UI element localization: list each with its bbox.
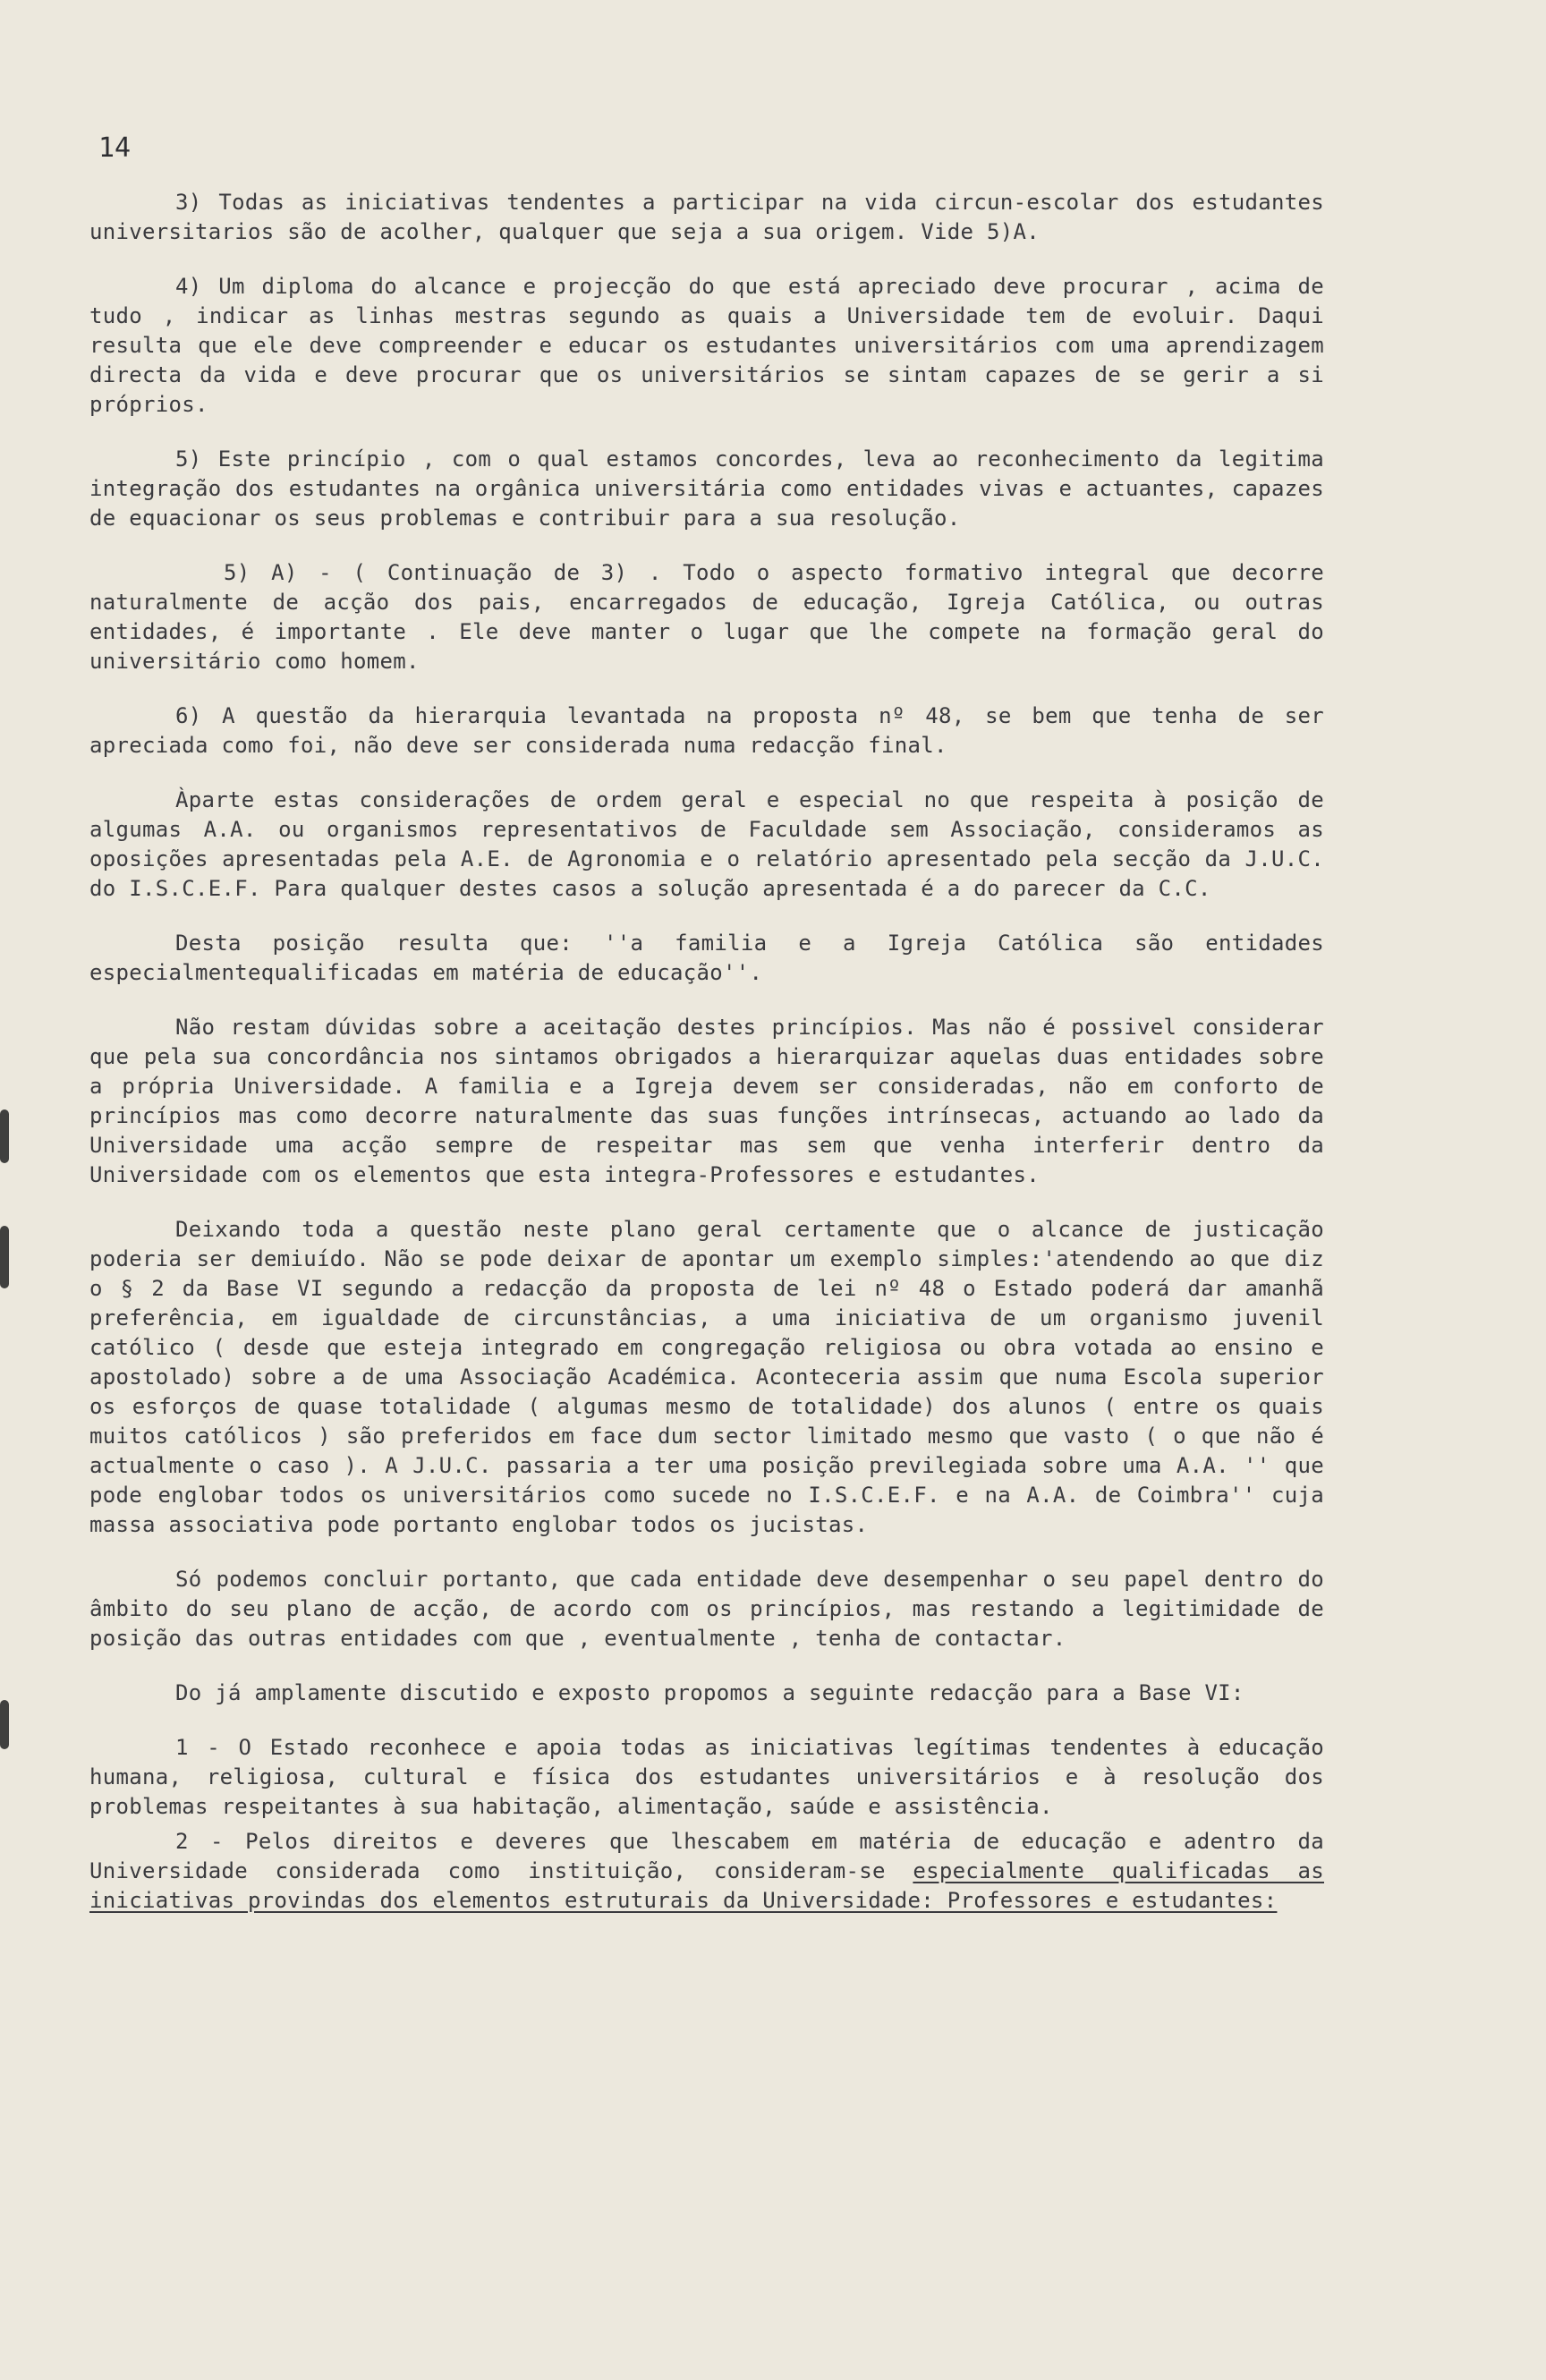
paragraph: 6) A questão da hierarquia levantada na proposta nº 48, se bem que tenha de ser apreciada como foi, não deve ser considerada numa redacção final. — [89, 703, 1324, 758]
binding-mark — [0, 1109, 9, 1163]
paragraph: 4) Um diploma do alcance e projecção do que está apreciado deve procurar , acima de tudo , indicar as linhas mestras segundo as quais a Universidade tem de evoluir. Daqui resulta que ele deve compreender e educar os estudantes universitários com uma aprendizagem directa da vida e deve procurar que os universitários se sintam capazes de se gerir a si próprios. — [89, 274, 1324, 417]
paragraph: 1 - O Estado reconhece e apoia todas as iniciativas legítimas tendentes à educação humana, religiosa, cultural e física dos estudantes universitários e à resolução dos problemas respeitantes à sua habitação, alimentação, saúde e assistência. — [89, 1735, 1324, 1819]
paragraph: 5) Este princípio , com o qual estamos concordes, leva ao reconhecimento da legitima integração dos estudantes na orgânica universitária como entidades vivas e actuantes, capazes de equacionar os seus problemas e contribuir para a sua resolução. — [89, 446, 1324, 531]
paragraph: Do já amplamente discutido e exposto propomos a seguinte redacção para a Base VI: — [175, 1680, 1244, 1705]
paragraph: 5) A) - ( Continuação de 3) . Todo o aspecto formativo integral que decorre naturalmente de acção dos pais, encarregados de educação, Igreja Católica, ou outras entidades, é importante . Ele deve manter o lugar que lhe compete na formação geral do universitário como homem. — [89, 560, 1324, 674]
binding-mark — [0, 1700, 9, 1749]
page-number: 14 — [98, 132, 132, 164]
final-paragraph — [89, 1827, 1324, 1916]
paragraph: 3) Todas as iniciativas tendentes a participar na vida circun-escolar dos estudantes universitarios são de acolher, qualquer que seja a sua origem. Vide 5)A. — [89, 190, 1324, 244]
paragraph: Àparte estas considerações de ordem geral e especial no que respeita à posição de algumas A.A. ou organismos representativos de Faculdade sem Associação, consideramos as oposições apresentadas pela A.E. de Agronomia e o relatório apresentado pela secção da J.U.C. do I.S.C.E.F. Para qualquer destes casos a solução apresentada é a do parecer da C.C. — [89, 787, 1324, 901]
underlined-text: especialmente qualificadas as iniciativas provindas dos elementos estruturais da Universidade: Professores e estudantes: — [89, 1858, 1324, 1913]
paragraph: Não restam dúvidas sobre a aceitação destes princípios. Mas não é possivel considerar que pela sua concordância nos sintamos obrigados a hierarquizar aquelas duas entidades sobre a própria Universidade. A familia e a Igreja devem ser consideradas, não em conforto de princípios mas como decorre naturalmente das suas funções intrínsecas, actuando ao lado da Universidade uma acção sempre de respeitar mas sem que venha interferir dentro da Universidade com os elementos que esta integra-Professores e estudantes. — [89, 1015, 1324, 1187]
binding-mark — [0, 1226, 9, 1288]
paragraph: Só podemos concluir portanto, que cada entidade deve desempenhar o seu papel dentro do âmbito do seu plano de acção, de acordo com os princípios, mas restando a legitimidade de posição das outras entidades com que , eventualmente , tenha de contactar. — [89, 1567, 1324, 1651]
paragraph: Deixando toda a questão neste plano geral certamente que o alcance de justicação poderia ser demiuído. Não se pode deixar de apontar um exemplo simples:'atendendo ao que diz o § 2 da Base VI segundo a redacção da proposta de lei nº 48 o Estado poderá dar amanhã preferência, em igualdade de circunstâncias, a uma iniciativa de um organismo juvenil católico ( desde que esteja integrado em congregação religiosa ou obra votada ao ensino e apostolado) sobre a de uma Associação Académica. Aconteceria assim que numa Escola superior os esforços de quase totalidade ( algumas mesmo de totalidade) dos alunos ( entre os quais muitos católicos ) são preferidos em face dum sector limitado mesmo que vasto ( o que não é actualmente o caso ). A J.U.C. passaria a ter uma posição previlegiada sobre uma A.A. '' que pode englobar todos os universitários como sucede no I.S.C.E.F. e na A.A. de Coimbra'' cuja massa associativa pode portanto englobar todos os jucistas. — [89, 1217, 1324, 1537]
final-paragraph-text: 2 - Pelos direitos e deveres que lhescabem em matéria de educação e adentro da Universidade considerada como instituição, consideram-se — [89, 1829, 1324, 1883]
document-body — [89, 188, 1324, 1941]
paragraph: Desta posição resulta que: ''a familia e a Igreja Católica são entidades especialmentequalificadas em matéria de educação''. — [89, 931, 1324, 985]
